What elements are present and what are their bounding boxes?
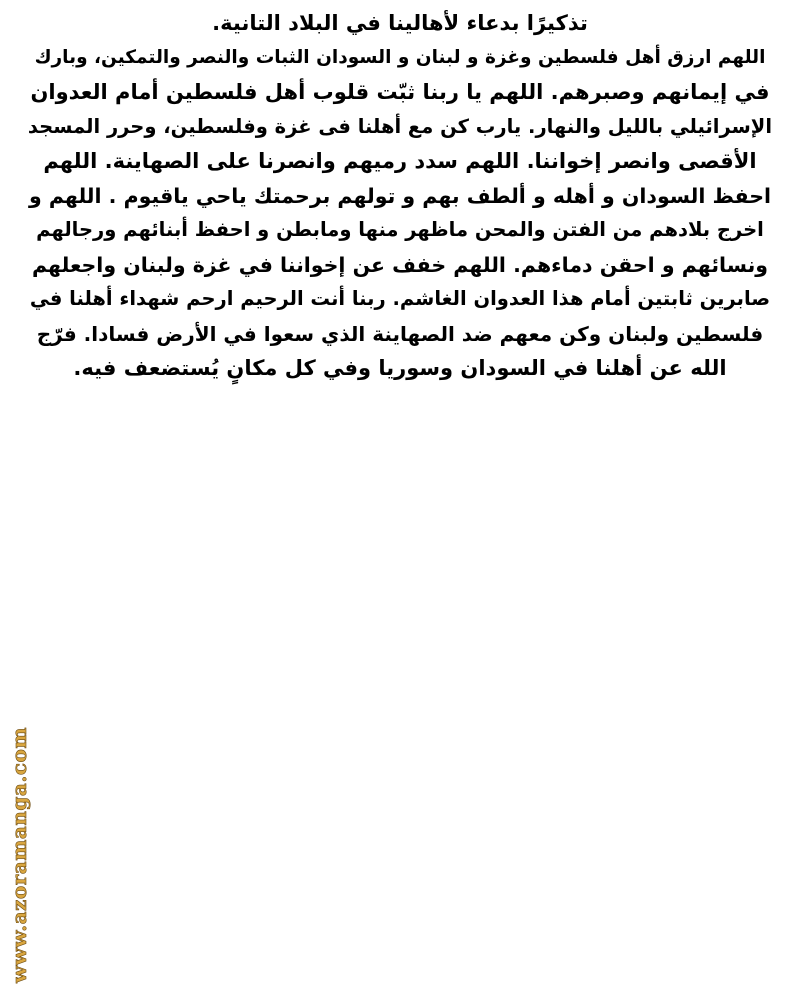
prayer-text-block: [28, 6, 772, 386]
text-line: الله عن أهلنا في السودان وسوريا وفي كل مكانٍ يُستضعف فيه.: [73, 356, 727, 380]
text-line: في إيمانهم وصبرهم. اللهم يا ربنا ثبّت قلوب أهل فلسطين أمام العدوان: [30, 80, 770, 104]
text-line: ونسائهم و احقن دماءهم. اللهم خفف عن إخواننا في غزة ولبنان واجعلهم: [31, 252, 769, 277]
text-line: الإسرائيلي بالليل والنهار. يارب كن مع أهلنا فى غزة وفلسطين، وحرر المسجد: [28, 114, 772, 138]
text-line: الأقصى وانصر إخواننا. اللهم سدد رميهم وانصرنا على الصهاينة. اللهم: [43, 149, 757, 173]
watermark-text: www.azoramanga.com: [7, 726, 32, 984]
text-line: اللهم ارزق أهل فلسطين وغزة و لبنان و السودان الثبات والنصر والتمكين، وبارك: [34, 46, 766, 68]
text-line: صابرين ثابتين أمام هذا العدوان الغاشم. ربنا أنت الرحيم ارحم شهداء أهلنا في: [29, 287, 771, 310]
text-line: اخرج بلادهم من الفتن والمحن ماظهر منها ومابطن و احفظ أبنائهم ورجالهم: [36, 218, 764, 241]
text-line-title: تذكيرًا بدعاء لأهالينا في البلاد التانية.: [212, 11, 588, 35]
site-watermark: [4, 726, 34, 984]
text-line: فلسطين ولبنان وكن معهم ضد الصهاينة الذي سعوا في الأرض فسادا. فرّج: [36, 321, 764, 346]
text-line: احفظ السودان و أهله و ألطف بهم و تولهم برحمتك ياحي ياقيوم . اللهم و: [28, 183, 772, 208]
